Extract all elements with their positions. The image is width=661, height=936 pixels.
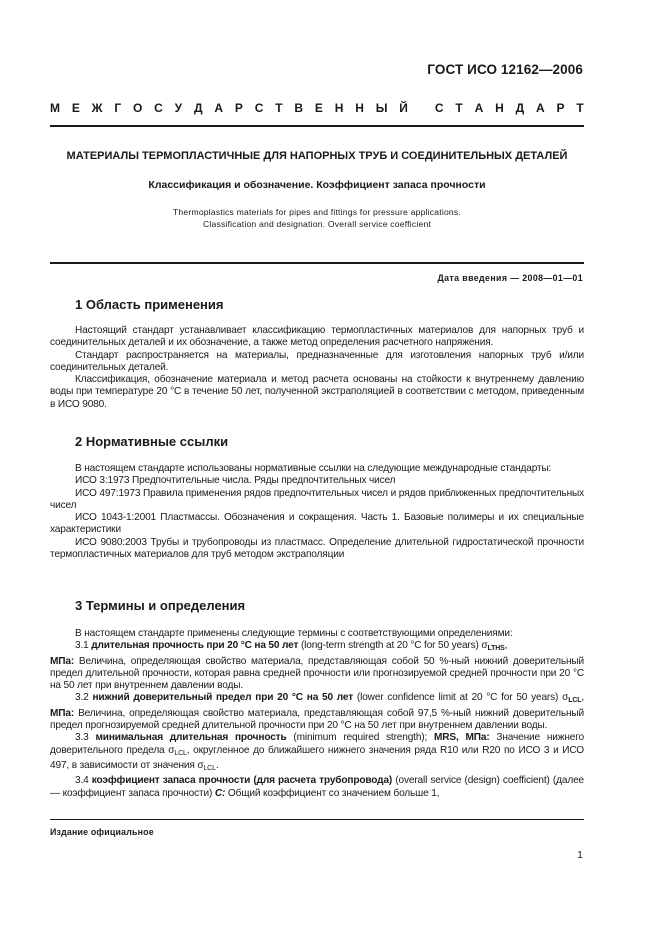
section-1-body <box>50 325 584 411</box>
heading-letter: А <box>535 101 545 115</box>
sigma-symbol: σ <box>197 759 204 771</box>
heading-letter: Ж <box>91 101 103 115</box>
sigma-symbol: σ <box>481 640 488 652</box>
term-name: длительная прочность при 20 °С на 50 лет <box>91 640 299 652</box>
title-divider <box>50 262 584 264</box>
term-3-1: 3.1 длительная прочность при 20 °С на 50 лет (long-term strength at 20 °С for 50 years) $\sigma_{LTHS}$, МПа: Величина, определяющая свойство материала, представляющая собой 50 %-ный нижний доверительный предел длительной прочности, которая равна средней прочности или прогнозируемой средней прочности при 20 °С на 50 лет при внутреннем давлении воды. <box>50 640 585 692</box>
term-name: коэффициент запаса прочности (для расчета трубопровода) <box>91 775 393 787</box>
heading-letter: С <box>154 101 163 115</box>
heading-letter: А <box>214 101 224 115</box>
heading-letter: В <box>294 101 304 115</box>
section-2-heading: 2 Нормативные ссылки <box>75 434 229 449</box>
heading-letter: С <box>434 101 444 115</box>
section-3-paragraph: В настоящем стандарте применены следующие термины с соответствующими определениями: <box>75 628 513 639</box>
heading-letter: Н <box>495 101 504 115</box>
title-english-line1: Thermoplastics materials for pipes and fittings for pressure applications. <box>172 207 461 217</box>
title-english-line2: Classification and designation. Overall service coefficient <box>202 218 432 229</box>
reference-item: ИСО 3:1973 Предпочтительные числа. Ряды предпочтительных чисел <box>75 475 396 487</box>
heading-letter: Д <box>193 101 203 115</box>
sigma-symbol: σ <box>168 744 175 756</box>
heading-letter: Е <box>71 101 80 115</box>
page-number: 1 <box>577 849 583 861</box>
heading-letter: А <box>474 101 484 115</box>
heading-letter: Т <box>455 101 463 115</box>
footer-divider <box>50 819 584 820</box>
section-3-heading: 3 Термины и определения <box>75 598 246 613</box>
introduction-date: Дата введения — 2008—01—01 <box>437 273 583 283</box>
section-1-paragraph: Настоящий стандарт устанавливает классификацию термопластичных материалов для напорных труб и соединительных деталей и их обозначение, а также метод определения расчетного напряжения. <box>50 325 584 349</box>
heading-letter <box>420 101 423 115</box>
title-russian: МАТЕРИАЛЫ ТЕРМОПЛАСТИЧНЫЕ ДЛЯ НАПОРНЫХ ТРУБ И СОЕДИНИТЕЛЬНЫХ ДЕТАЛЕЙ <box>66 150 568 162</box>
document-code: ГОСТ ИСО 12162—2006 <box>427 62 583 77</box>
title-english <box>40 207 594 230</box>
heading-letter: Т <box>576 101 584 115</box>
heading-letter: Р <box>556 101 565 115</box>
section-3-body <box>50 628 584 800</box>
reference-item: ИСО 9080:2003 Трубы и трубопроводы из пластмасс. Определение длительной гидростатической прочности термопластичных материалов для труб методом экстраполяции <box>50 536 584 561</box>
term-3-4: 3.4 коэффициент запаса прочности (для расчета трубопровода) (overall service (design) coefficient) (далее — коэффициент запаса прочности) С: Общий коэффициент со значением больше 1, <box>50 775 585 799</box>
term-3-3: 3.3 минимальная длительная прочность (minimum required strength); MRS, МПа: Значение нижнего доверительного предела σLCL, округленное до ближайшего нижнего значения ряда R10 или R20 по ИСО 3 и ИСО 497, в зависимости от значения σLCL. <box>50 732 585 772</box>
heading-letter: Й <box>399 101 408 115</box>
edition-label: Издание официальное <box>50 827 154 837</box>
heading-letter: Г <box>114 101 122 115</box>
heading-letter: Ы <box>375 101 388 115</box>
subtitle-russian: Классификация и обозначение. Коэффициент запаса прочности <box>148 179 486 191</box>
reference-item: ИСО 1043-1:2001 Пластмассы. Обозначения и сокращения. Часть 1. Базовые полимеры и их специальные характеристики <box>50 512 584 536</box>
standard-type-heading <box>50 101 584 115</box>
heading-letter: Д <box>515 101 525 115</box>
heading-letter: О <box>133 101 143 115</box>
heading-letter: Т <box>275 101 283 115</box>
term-3-2: 3.2 нижний доверительный предел при 20 °С на 50 лет (lower confidence limit at 20 °С for 50 years) $\sigma_{LCL}$, МПа: Величина, определяющая свойство материала, представляющая собой 97,5 %-ный нижний доверительный предел прогнозируемой средней длительной прочности при 20 °С на 50 лет при внутреннем давлении воды. <box>50 692 585 732</box>
heading-letter: М <box>50 101 60 115</box>
section-2-paragraph: В настоящем стандарте использованы нормативные ссылки на следующие международные стандарты: <box>75 463 552 474</box>
term-name: нижний доверительный предел при 20 °С на 50 лет <box>92 692 354 704</box>
heading-letter: С <box>254 101 264 115</box>
section-1-paragraph: Классификация, обозначение материала и метод расчета основаны на стойкости к внутреннему давлению воды при температуре 20 °С в течение 50 лет, полученной экстраполяцией в соответствии с методом, приведенным в ИСО 9080. <box>50 374 584 410</box>
section-1-heading: 1 Область применения <box>75 297 224 312</box>
term-name: минимальная длительная прочность <box>95 732 287 744</box>
heading-letter: Н <box>334 101 344 115</box>
section-1-paragraph: Стандарт распространяется на материалы, предназначенные для изготовления напорных труб и/или соединительных деталей. <box>50 349 584 373</box>
section-2-body <box>50 463 584 561</box>
heading-letter: Р <box>234 101 243 115</box>
reference-item: ИСО 497:1973 Правила применения рядов предпочтительных чисел и рядов приближенных предпочтительных чисел <box>50 487 584 511</box>
top-divider <box>50 125 584 127</box>
heading-letter: Н <box>355 101 364 115</box>
heading-letter: Е <box>314 101 323 115</box>
sigma-symbol: σ <box>562 692 569 704</box>
heading-letter: У <box>174 101 183 115</box>
